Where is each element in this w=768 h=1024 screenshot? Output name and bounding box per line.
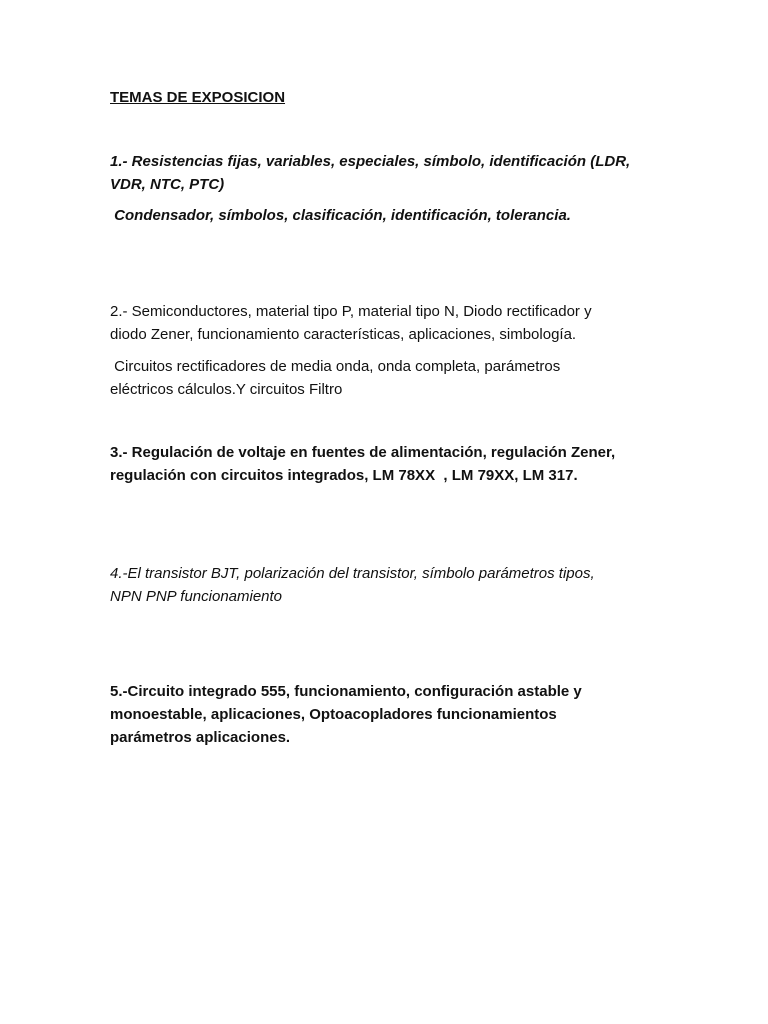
- section-3: [110, 441, 670, 487]
- section-2-sub-line-2: eléctricos cálculos.Y circuitos Filtro: [110, 381, 343, 398]
- section-4-line-1: 4.-El transistor BJT, polarización del transistor, símbolo parámetros tipos,: [110, 565, 595, 582]
- section-1-sub-line: Condensador, símbolos, clasificación, identificación, tolerancia.: [110, 207, 571, 224]
- section-5-line-2: monoestable, aplicaciones, Optoacopladores funcionamientos: [110, 706, 557, 723]
- section-1-line-2: VDR, NTC, PTC): [110, 176, 225, 193]
- section-2-sub-line-1: Circuitos rectificadores de media onda, onda completa, parámetros: [110, 358, 561, 375]
- section-5: [110, 680, 670, 749]
- section-2-line-1: 2.- Semiconductores, material tipo P, material tipo N, Diodo rectificador y: [110, 303, 592, 320]
- section-2-heading: [110, 300, 670, 346]
- section-3-line-1: 3.- Regulación de voltaje en fuentes de alimentación, regulación Zener,: [110, 444, 616, 461]
- section-4: [110, 562, 670, 608]
- section-1-subtopic: [110, 204, 670, 227]
- section-3-line-2: regulación con circuitos integrados, LM 78XX , LM 79XX, LM 317.: [110, 467, 578, 484]
- section-2-subtopic: [110, 355, 670, 401]
- section-2-line-2: diodo Zener, funcionamiento características, aplicaciones, simbología.: [110, 326, 577, 343]
- section-1-heading: [110, 150, 670, 196]
- section-1-line-1: 1.- Resistencias fijas, variables, especiales, símbolo, identificación (LDR,: [110, 153, 631, 170]
- section-5-line-3: parámetros aplicaciones.: [110, 729, 291, 746]
- section-4-line-2: NPN PNP funcionamiento: [110, 588, 283, 605]
- section-5-line-1: 5.-Circuito integrado 555, funcionamiento, configuración astable y: [110, 683, 582, 700]
- document-title: TEMAS DE EXPOSICION: [110, 89, 286, 106]
